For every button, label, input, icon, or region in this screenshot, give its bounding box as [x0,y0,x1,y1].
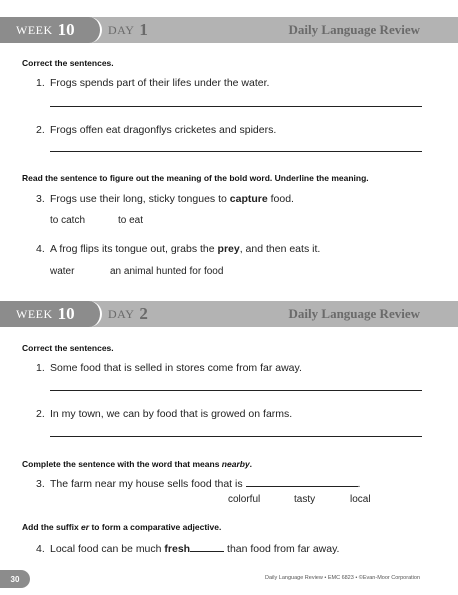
week-number: 10 [57,20,75,39]
question-number: 2. [36,408,45,420]
question-number: 3. [36,193,45,205]
question-text: Local food can be much [50,543,165,555]
day-indicator [108,301,148,327]
instruction-text: Complete the sentence with the word that means [22,459,222,469]
week-label: WEEK [16,22,53,37]
option-colorful[interactable]: colorful [228,494,261,505]
question-text: Frogs offen eat dragonflys cricketes and spiders. [50,124,277,136]
question-4 [36,243,320,255]
section-title: Daily Language Review [288,306,420,321]
section-title: Daily Language Review [288,22,420,37]
question-number: 4. [36,243,45,255]
answer-line-2[interactable] [50,151,422,152]
italic-word: nearby [221,459,250,469]
question-2 [36,124,276,136]
question-text-end: , and then eats it. [239,243,321,255]
question-text: Some food that is selled in stores come from far away. [50,362,302,374]
option-tasty[interactable]: tasty [294,494,316,505]
day2-header-band [0,301,458,327]
week-tab [0,17,92,43]
question-text-end: food. [267,193,294,205]
question-number: 4. [36,543,45,555]
option-local[interactable]: local [350,494,371,505]
question-text-end: than food from far away. [224,543,340,555]
footer-credit: Daily Language Review • EMC 6823 • ©Evan-Moor Corporation [265,575,420,581]
question-text: A frog flips its tongue out, grabs the [50,243,218,255]
question-1 [36,362,302,374]
question-number: 3. [36,478,45,490]
question-text-end: . [357,478,361,490]
instruction-text-end: to form a comparative adjective. [89,522,222,532]
week-tab [0,301,92,327]
italic-word: er [81,522,90,532]
day1-header-band [0,17,458,43]
instruction-suffix [22,522,221,532]
question-3 [36,193,294,205]
fill-in-blank[interactable] [190,551,224,552]
question-number: 2. [36,124,45,136]
instruction-meaning: Read the sentence to figure out the meaning of the bold word. Underline the meaning. [22,173,369,183]
answer-line-1[interactable] [50,390,422,391]
page-number: 30 [0,570,30,588]
question-text: In my town, we can by food that is growed on farms. [50,408,293,420]
instruction-text: Add the suffix [22,522,82,532]
question-text: Frogs use their long, sticky tongues to [50,193,230,205]
option-animal-hunted[interactable]: an animal hunted for food [110,266,224,277]
question-4 [36,543,339,555]
question-3 [36,478,360,490]
bold-word: fresh [164,543,191,555]
day-label: DAY [108,306,135,321]
question-2 [36,408,292,420]
instruction-nearby [22,459,252,469]
answer-line-2[interactable] [50,436,422,437]
bold-word: capture [229,193,268,205]
week-label: WEEK [16,306,53,321]
fill-in-blank[interactable] [246,486,358,487]
instruction-text-end: . [249,459,253,469]
instruction-correct: Correct the sentences. [22,58,114,68]
option-water[interactable]: water [50,266,75,277]
bold-word: prey [217,243,240,255]
day-indicator [108,17,148,43]
day-label: DAY [108,22,135,37]
week-number: 10 [57,304,75,323]
option-to-catch[interactable]: to catch [50,215,86,226]
question-number: 1. [36,77,45,89]
question-text: The farm near my house sells food that is [50,478,246,490]
day-number: 2 [139,304,148,323]
question-text: Frogs spends part of their lifes under the water. [50,77,270,89]
question-number: 1. [36,362,45,374]
day-number: 1 [139,20,148,39]
question-1 [36,77,269,89]
option-to-eat[interactable]: to eat [118,215,144,226]
instruction-correct: Correct the sentences. [22,343,114,353]
answer-line-1[interactable] [50,106,422,107]
